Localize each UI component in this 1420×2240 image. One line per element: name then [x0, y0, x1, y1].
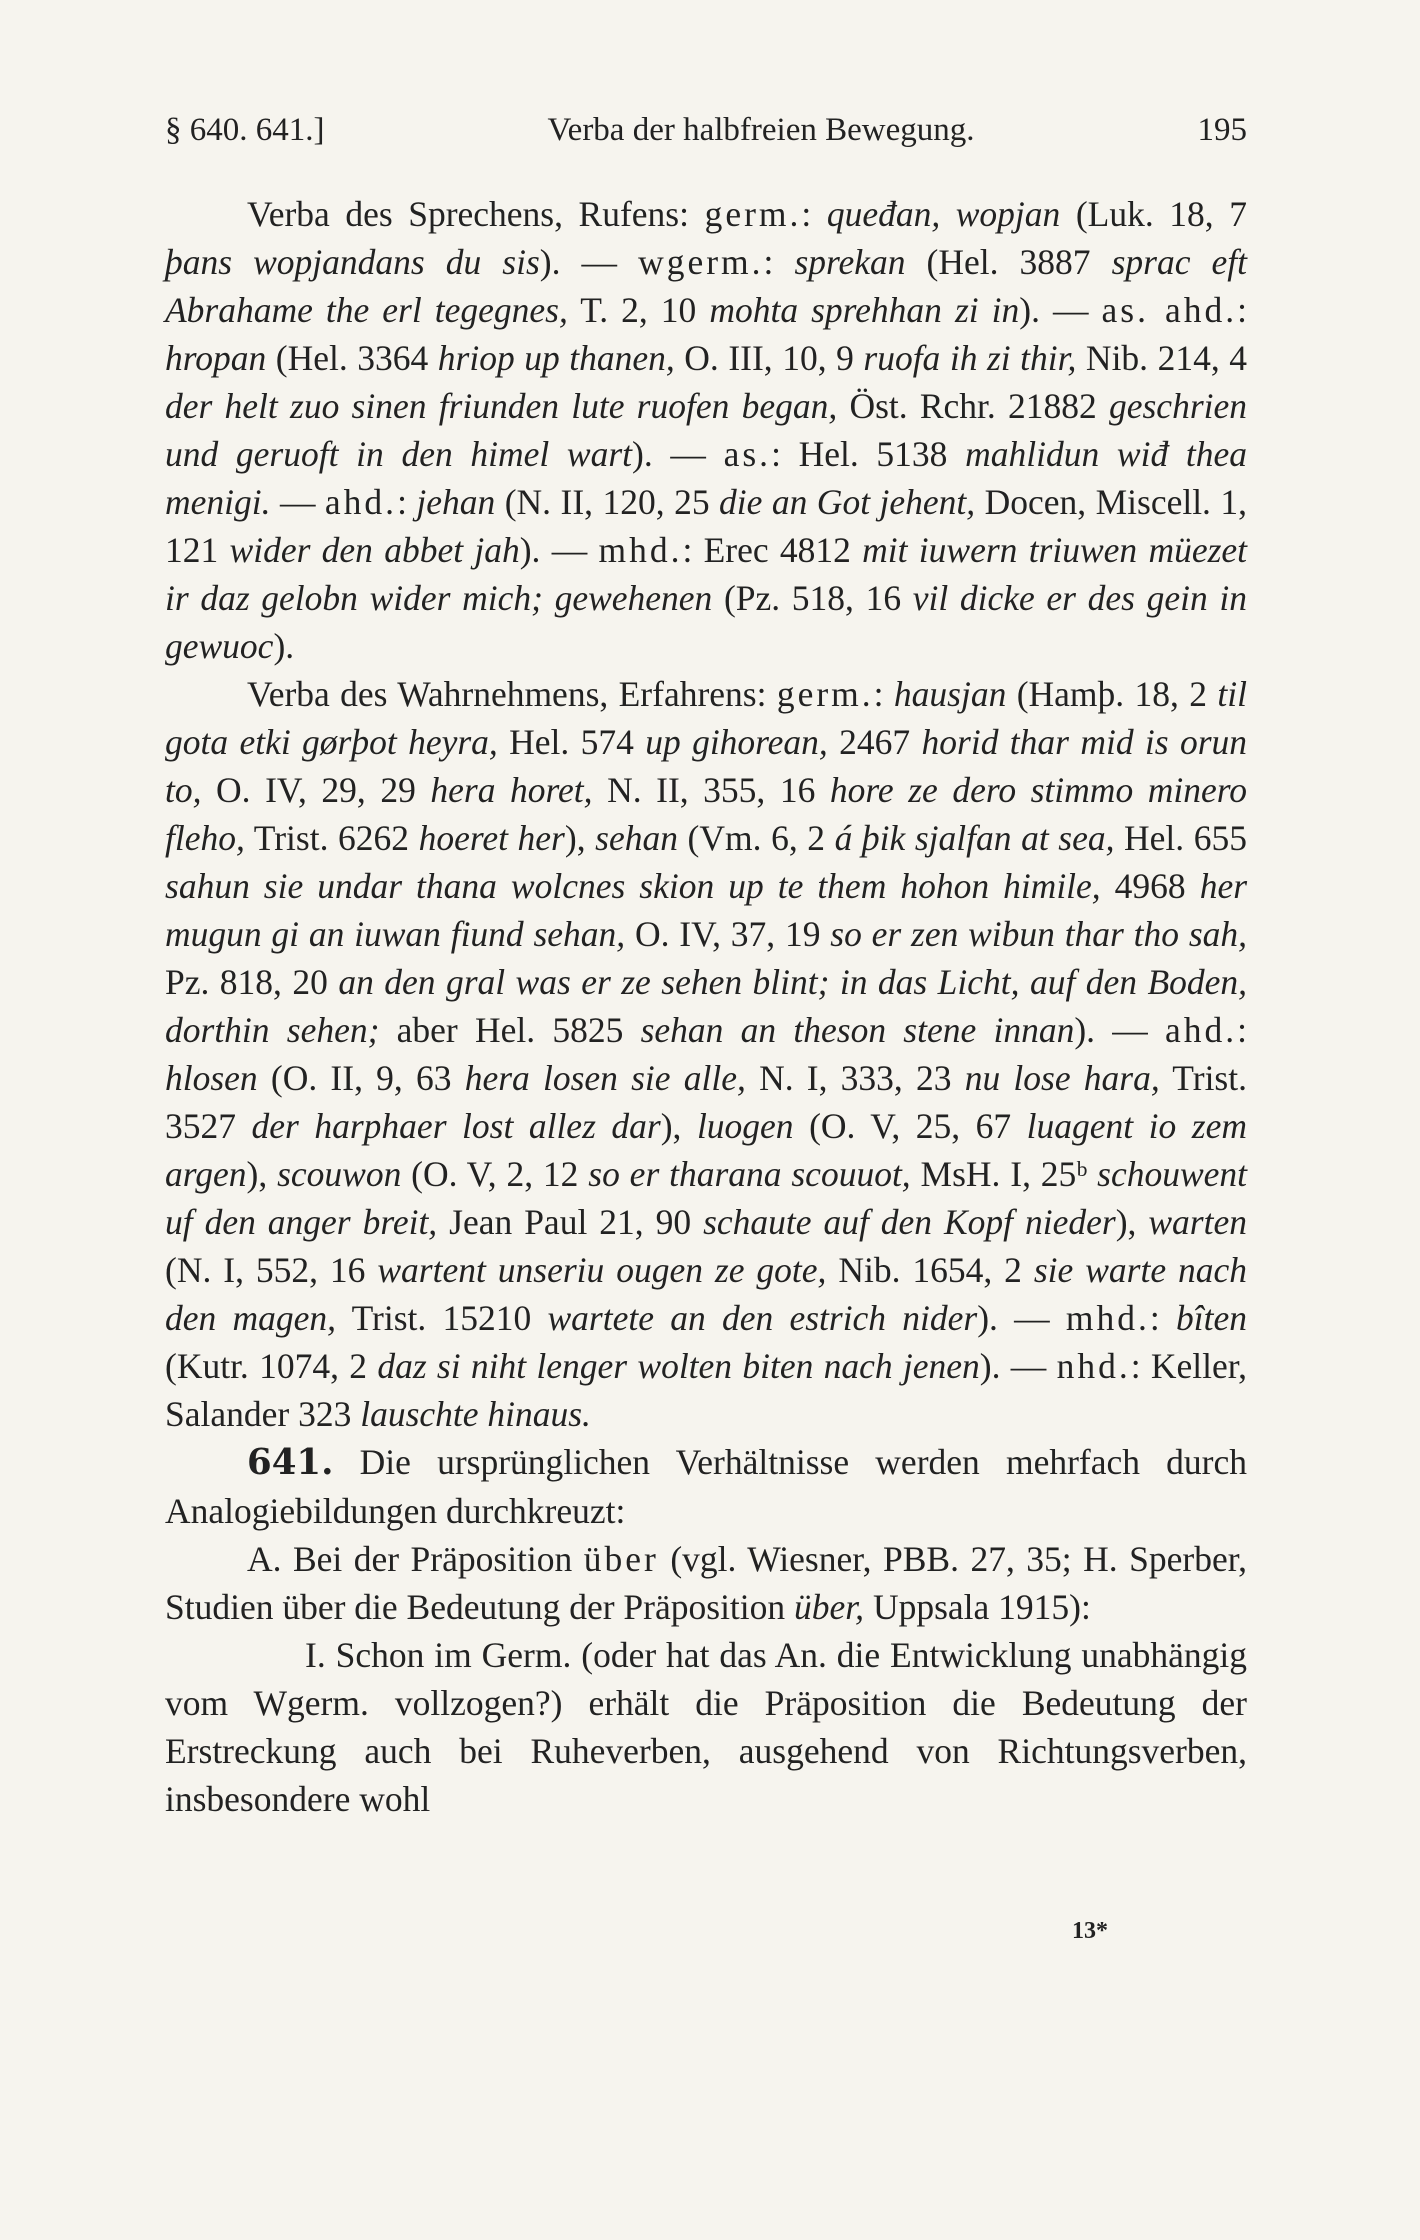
italic-text: hropan — [165, 338, 267, 378]
italic-text: scouwon — [277, 1154, 402, 1194]
roman-text: N. II, 355, 16 — [592, 770, 830, 810]
italic-text: mit iuwern triuwen müezet ir daz gelobn wider mich; — [165, 530, 1248, 618]
roman-text: MsH. I, 25ᵇ — [910, 1154, 1098, 1194]
language-abbrev: ahd. — [1165, 1010, 1238, 1050]
paragraph-point-one — [165, 1631, 1247, 1823]
roman-text: O. III, 10, 9 — [674, 338, 864, 378]
italic-text: queđan, wopjan — [826, 194, 1061, 234]
roman-text: Trist. 15210 — [336, 1298, 548, 1338]
roman-text: T. 2, 10 — [567, 290, 710, 330]
roman-text: : — [873, 674, 894, 714]
italic-text: vil dicke er des gein in gewuoc — [165, 578, 1247, 666]
roman-text: ). — [273, 626, 295, 666]
signature-mark: 13* — [1072, 1918, 1108, 1944]
roman-text: (Hamþ. 18, 2 — [1006, 674, 1218, 714]
roman-text: : Keller, Salander 323 — [165, 1346, 1248, 1434]
section-number: 641. — [247, 1442, 334, 1483]
roman-text: (O. V, 2, 12 — [401, 1154, 589, 1194]
roman-text: (Luk. 18, 7 — [1060, 194, 1247, 234]
italic-text: hoeret her — [418, 818, 565, 858]
language-abbrev: nhd. — [1056, 1346, 1131, 1386]
roman-text: Uppsala 1915): — [864, 1587, 1091, 1627]
italic-text: hriop up thanen, — [437, 338, 675, 378]
italic-text: jehan — [416, 482, 496, 522]
italic-text: sprac eft Abrahame the erl tegegnes, — [165, 242, 1247, 330]
roman-text: Verba des Sprechens, Rufens: — [247, 194, 705, 234]
roman-text: O. IV, 37, 19 — [625, 914, 831, 954]
italic-text: schaute auf den Kopf nieder — [703, 1202, 1116, 1242]
italic-text: geschrien und geruoft in den himel wart — [165, 386, 1247, 474]
roman-text: (Hel. 3887 — [905, 242, 1112, 282]
language-abbrev: as. ahd. — [1101, 290, 1238, 330]
roman-text: Nib. 214, 4 — [1076, 338, 1247, 378]
body-text — [165, 190, 1247, 1823]
roman-text: 4968 — [1100, 866, 1200, 906]
roman-text: ), — [660, 1106, 697, 1146]
roman-text: (O. V, 25, 67 — [793, 1106, 1027, 1146]
header-section: § 640. 641.] — [165, 112, 325, 148]
roman-text: N. I, 333, 23 — [745, 1058, 965, 1098]
roman-text: Docen, Miscell. 1, 121 — [165, 482, 1248, 570]
roman-text: : — [1237, 290, 1247, 330]
italic-text: hera losen sie alle, — [464, 1058, 746, 1098]
roman-text: ), — [246, 1154, 278, 1194]
italic-text: an den gral was er ze sehen blint; — [338, 962, 830, 1002]
italic-text: so er zen wibun thar tho sah, — [830, 914, 1248, 954]
language-abbrev: über — [583, 1539, 659, 1579]
roman-text: ). — — [539, 242, 639, 282]
roman-text: ), — [1115, 1202, 1149, 1242]
roman-text: : — [1237, 1010, 1248, 1050]
roman-text: (Vm. 6, 2 — [677, 818, 835, 858]
language-abbrev: germ. — [704, 194, 802, 234]
running-header — [165, 112, 1247, 149]
italic-text: á þik sjalfan at sea, — [834, 818, 1115, 858]
header-page-number: 195 — [1197, 112, 1247, 148]
italic-text: warten — [1148, 1202, 1247, 1242]
roman-text: ). — [519, 530, 552, 570]
roman-text — [829, 962, 839, 1002]
roman-text: (Hel. 3364 — [266, 338, 438, 378]
italic-text: die an Got jehent, — [719, 482, 976, 522]
italic-text: her mugun gi an iuwan fiund sehan, — [165, 866, 1248, 954]
italic-text: so er tharana scouuot, — [588, 1154, 911, 1194]
language-abbrev: ahd. — [324, 482, 398, 522]
roman-text: — — [270, 482, 325, 522]
language-abbrev: mhd. — [1065, 1298, 1150, 1338]
italic-text: til gota etki gørþot heyra, — [165, 674, 1247, 762]
italic-text: der harphaer lost allez dar — [251, 1106, 661, 1146]
italic-text: sehan — [595, 818, 678, 858]
roman-text: Verba des Wahrnehmens, Erfahrens: — [247, 674, 777, 714]
roman-text: (Kutr. 1074, 2 — [165, 1346, 378, 1386]
language-abbrev: as. — [723, 434, 772, 474]
roman-text: (N. I, 552, 16 — [165, 1250, 378, 1290]
header-title: Verba der halbfreien Bewegung. — [547, 112, 975, 148]
italic-text: mohta sprehhan zi in — [709, 290, 1020, 330]
roman-text: Jean Paul 21, 90 — [437, 1202, 704, 1242]
roman-text: Pz. 818, 20 — [165, 962, 339, 1002]
italic-text: horid thar mid is orun to, — [165, 722, 1248, 810]
roman-text: I. Schon im Germ. (oder hat das An. die Entwicklung unabhängig vom Wgerm. vollzogen?) erhält die Präposition die Bedeutung der Erstreckung auch bei Ruheverben, ausgehend von Richtungsverben, insbesondere wohl — [165, 1635, 1247, 1819]
roman-text: ). — — [979, 1346, 1057, 1386]
italic-text: hlosen — [165, 1058, 258, 1098]
roman-text: (O. II, 9, 63 — [257, 1058, 465, 1098]
roman-text: Hel. 574 — [497, 722, 646, 762]
italic-text: daz si niht lenger wolten biten nach jenen — [377, 1346, 980, 1386]
italic-text: hausjan — [893, 674, 1007, 714]
italic-text: schouwent uf den anger breit, — [165, 1154, 1248, 1242]
roman-text: : — [763, 242, 795, 282]
italic-text: luogen — [696, 1106, 794, 1146]
italic-text: up gihorean, — [645, 722, 828, 762]
italic-text: hera horet, — [430, 770, 593, 810]
paragraph-section-641 — [165, 1438, 1247, 1535]
roman-text — [543, 578, 555, 618]
roman-text: ), — [564, 818, 596, 858]
italic-text: ruofa ih zi thir, — [863, 338, 1077, 378]
italic-text: gewehenen — [554, 578, 713, 618]
roman-text: : Erec 4812 — [682, 530, 863, 570]
roman-text: Öst. Rchr. 21882 — [837, 386, 1109, 426]
roman-text: 2467 — [827, 722, 922, 762]
roman-text: (vgl. Wiesner, PBB. 27, 35; H. Sperber, Studien über die Bedeutung der Präposition — [165, 1539, 1247, 1627]
roman-text: ). — — [1074, 1010, 1166, 1050]
roman-text: Die ursprünglichen Verhältnisse werden mehrfach durch Analogiebildungen durchkreuzt: — [165, 1442, 1247, 1531]
paragraph-speaking-verbs — [165, 190, 1247, 670]
roman-text: — — [551, 530, 599, 570]
roman-text: Nib. 1654, 2 — [826, 1250, 1034, 1290]
italic-text: sehan an theson stene innan — [640, 1010, 1075, 1050]
italic-text: in das Licht, auf den Boden, dorthin sehen; — [165, 962, 1248, 1050]
paragraph-preposition-ueber — [165, 1535, 1247, 1631]
roman-text: O. IV, 29, 29 — [201, 770, 431, 810]
roman-text: Trist. 3527 — [165, 1058, 1247, 1146]
roman-text: Hel. 655 — [1114, 818, 1247, 858]
italic-text: hore ze dero stimmo minero fleho, — [165, 770, 1247, 858]
language-abbrev: germ. — [776, 674, 874, 714]
roman-text: : — [397, 482, 417, 522]
italic-text: þans wopjandans du sis — [165, 242, 540, 282]
italic-text: bîten — [1176, 1298, 1247, 1338]
roman-text: ). — — [632, 434, 724, 474]
italic-text: über, — [794, 1587, 865, 1627]
italic-text: lauschte hinaus. — [360, 1394, 591, 1434]
roman-text: ). — — [1019, 290, 1102, 330]
roman-text: A. Bei der Präposition — [247, 1539, 584, 1579]
italic-text: der helt zuo sinen friunden lute ruofen began, — [165, 386, 838, 426]
italic-text: nu lose hara, — [964, 1058, 1160, 1098]
italic-text: wartent unseriu ougen ze gote, — [377, 1250, 827, 1290]
italic-text: sahun sie undar thana wolcnes skion up te them hohon himile, — [165, 866, 1101, 906]
roman-text: aber Hel. 5825 — [379, 1010, 641, 1050]
roman-text: Trist. 6262 — [244, 818, 419, 858]
italic-text: sie warte nach den magen, — [165, 1250, 1248, 1338]
paragraph-perception-verbs — [165, 670, 1247, 1438]
language-abbrev: wgerm. — [638, 242, 764, 282]
italic-text: luagent io zem argen — [165, 1106, 1247, 1194]
roman-text: : Hel. 5138 — [771, 434, 966, 474]
italic-text: sprekan — [794, 242, 906, 282]
italic-text: mahlidun wiđ thea menigi. — [165, 434, 1247, 522]
italic-text: wider den abbet jah — [229, 530, 520, 570]
italic-text: wartete an den estrich nider — [547, 1298, 978, 1338]
language-abbrev: mhd. — [598, 530, 683, 570]
roman-text: ). — — [977, 1298, 1066, 1338]
roman-text: : — [1149, 1298, 1177, 1338]
roman-text: : — [801, 194, 827, 234]
roman-text: (Pz. 518, 16 — [712, 578, 913, 618]
roman-text: (N. II, 120, 25 — [495, 482, 720, 522]
